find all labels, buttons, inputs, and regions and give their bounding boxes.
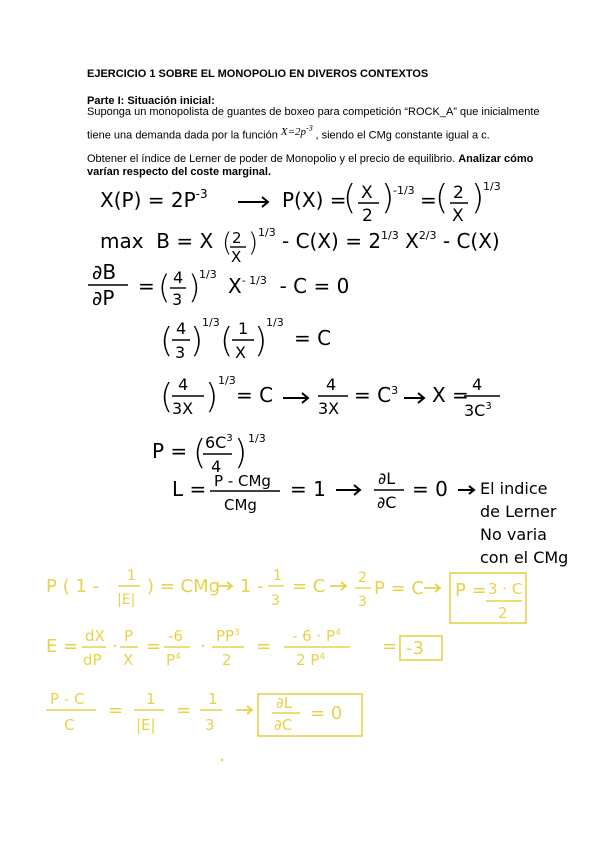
svg-text:= C: = C	[292, 576, 326, 597]
task-bold-text: Analizar cómo varían respecto del coste marginal.	[87, 153, 534, 178]
svg-text:1/3: 1/3	[258, 226, 276, 239]
svg-text:4: 4	[326, 375, 337, 394]
svg-text:1/3: 1/3	[248, 432, 266, 445]
svg-text:3 · C: 3 · C	[488, 580, 523, 598]
svg-text:1: 1	[208, 690, 218, 708]
svg-text:1/3: 1/3	[483, 180, 501, 193]
svg-text:1/3: 1/3	[266, 316, 284, 329]
svg-text:X: X	[123, 651, 134, 669]
svg-text:1 -: 1 -	[240, 576, 264, 597]
task-text: Obtener el índice de Lerner de poder de Monopolio y el precio de equilibrio.	[87, 153, 456, 165]
svg-text:∂C: ∂C	[377, 493, 397, 512]
intro-line-2-end: , siendo el CMg constante igual a c.	[315, 129, 490, 142]
svg-text:4: 4	[211, 457, 222, 476]
svg-text:-1/3: -1/3	[393, 184, 415, 197]
svg-text:=: =	[146, 636, 162, 657]
part-heading: Parte I: Situación inicial:	[87, 95, 215, 107]
svg-text:(: (	[158, 268, 171, 306]
svg-text:dP: dP	[83, 651, 102, 669]
svg-text:X: X	[231, 248, 242, 266]
svg-text:3: 3	[358, 594, 367, 610]
svg-text:P =: P =	[455, 580, 487, 601]
hw-yellow-line-1: P ( 1 -	[46, 576, 99, 597]
svg-text:-6: -6	[168, 627, 183, 645]
svg-text:3: 3	[175, 343, 186, 362]
svg-text:2: 2	[222, 651, 232, 669]
svg-text:3: 3	[172, 290, 183, 309]
black-ink-notes	[88, 178, 568, 567]
hw-note-2: de Lerner	[480, 502, 557, 521]
svg-text:CMg: CMg	[224, 496, 257, 514]
svg-text:- C(X) = 21/3 X2/3 - C(X): - $C(X) = 2^{1/3}$ $X^{2/3} - C(X)$	[282, 229, 500, 253]
svg-text:∂L: ∂L	[378, 469, 396, 488]
svg-text:= C3: = $C^3$	[354, 383, 399, 407]
svg-text:1/3: 1/3	[199, 268, 217, 281]
hw-line-1: $X(P) = 2P^{-3}$	[100, 187, 208, 212]
svg-text:= 1: = 1	[290, 477, 326, 501]
svg-text:X- 1/3 - C = 0: $X^{- 1/3} - C = 0$	[228, 274, 350, 298]
svg-text:= C: = C	[236, 383, 274, 407]
svg-text:): )	[248, 228, 259, 258]
intro-line-1: Suponga un monopolista de guantes de boxeo para competición “ROCK_A” que inicialmente	[87, 106, 540, 118]
svg-text:) = CMg: ) = CMg	[147, 576, 221, 597]
svg-text:P(X) =: P(X) =	[282, 188, 347, 212]
hw-line-6: P =	[152, 439, 188, 463]
svg-text:): )	[190, 321, 204, 361]
svg-text:2: 2	[358, 570, 367, 586]
svg-text:|E|: |E|	[136, 716, 156, 734]
svg-text:=: =	[256, 636, 272, 657]
document-title: EJERCICIO 1 SOBRE EL MONOPOLIO EN DIVEROS CONTEXTOS	[87, 68, 429, 80]
svg-text:X: X	[452, 206, 464, 226]
hw-line-7: L =	[172, 477, 207, 501]
svg-text:X: X	[235, 343, 246, 362]
svg-text:): )	[205, 377, 219, 417]
svg-text:∂C: ∂C	[274, 716, 293, 734]
svg-text:(: (	[343, 178, 357, 218]
svg-text:∂P: ∂P	[92, 286, 115, 310]
hw-yellow-line-2: E =	[46, 636, 79, 657]
svg-text:2: 2	[232, 229, 242, 247]
svg-text:): )	[471, 178, 485, 218]
svg-text:): )	[234, 433, 248, 473]
svg-text:-3: -3	[406, 638, 424, 659]
svg-text:= 0: = 0	[412, 477, 448, 501]
svg-text:=: =	[176, 700, 192, 721]
svg-text:X: X	[361, 183, 373, 203]
hw-line-4: (	[160, 321, 174, 361]
svg-text:1: 1	[238, 319, 249, 338]
svg-text:|E|: |E|	[117, 592, 136, 608]
svg-text:(: (	[222, 228, 233, 258]
svg-text:): )	[188, 268, 201, 306]
demand-function-base: X=2p	[280, 125, 307, 138]
svg-text:1/3: 1/3	[218, 374, 236, 387]
svg-text:4: 4	[472, 375, 483, 394]
svg-text:): )	[381, 178, 395, 218]
svg-text:(: (	[435, 178, 449, 218]
hw-line-3: ∂B	[92, 260, 117, 284]
hw-yellow-line-3: P - C	[50, 690, 85, 708]
svg-text:dX: dX	[85, 627, 105, 645]
svg-text:∂L: ∂L	[276, 694, 293, 712]
svg-text:2: 2	[453, 183, 464, 203]
svg-text:P = C: P = C	[374, 578, 424, 599]
svg-text:X =: X =	[432, 383, 469, 407]
svg-text:2: 2	[362, 206, 373, 226]
svg-text:=: =	[382, 636, 398, 657]
svg-text:P - CMg: P - CMg	[214, 472, 271, 490]
svg-text:2 P4: 2 $P^4$	[296, 651, 326, 669]
svg-text:P4: $P^4$	[166, 651, 181, 669]
hw-line-2: max B = X	[100, 229, 214, 253]
svg-text:6C3: $6C^3$	[205, 433, 233, 452]
svg-text:= 0: = 0	[310, 703, 343, 724]
svg-text:=: =	[138, 274, 155, 298]
hw-note-4: con el CMg	[480, 548, 569, 567]
svg-text:(: (	[193, 433, 207, 473]
svg-text:PP3: $PP^3$	[216, 627, 240, 645]
svg-text:·: ·	[200, 636, 206, 657]
hw-line-5: (	[160, 377, 174, 417]
svg-text:4: 4	[178, 375, 189, 394]
demand-function-exponent: -3	[306, 123, 313, 132]
svg-text:1/3: 1/3	[202, 316, 220, 329]
yellow-ink-notes	[46, 568, 526, 761]
svg-text:3: 3	[205, 716, 215, 734]
hw-note-3: No varia	[480, 525, 547, 544]
svg-text:·: ·	[112, 636, 118, 657]
hw-note-1: El indice	[480, 479, 548, 498]
svg-text:(: (	[220, 321, 234, 361]
svg-text:=: =	[108, 700, 124, 721]
svg-text:): )	[254, 321, 268, 361]
svg-text:2: 2	[498, 604, 508, 622]
svg-text:P: P	[124, 627, 134, 645]
svg-text:3: 3	[271, 593, 280, 609]
svg-text:=: =	[420, 188, 437, 212]
svg-text:3C3: $3C^3$	[464, 401, 492, 420]
intro-line-2-start: tiene una demanda dada por la función	[87, 129, 278, 142]
svg-text:4: 4	[173, 268, 184, 287]
svg-text:3X: 3X	[318, 399, 340, 418]
svg-text:4: 4	[176, 319, 187, 338]
svg-text:1: 1	[273, 568, 282, 584]
svg-text:1: 1	[127, 568, 136, 584]
svg-text:C: C	[64, 716, 75, 734]
svg-text:1: 1	[146, 690, 156, 708]
svg-text:3X: 3X	[172, 399, 194, 418]
svg-text:= C: = C	[294, 326, 332, 350]
svg-text:- 6 · P4: - $6 \cdot P^4$	[292, 627, 341, 645]
